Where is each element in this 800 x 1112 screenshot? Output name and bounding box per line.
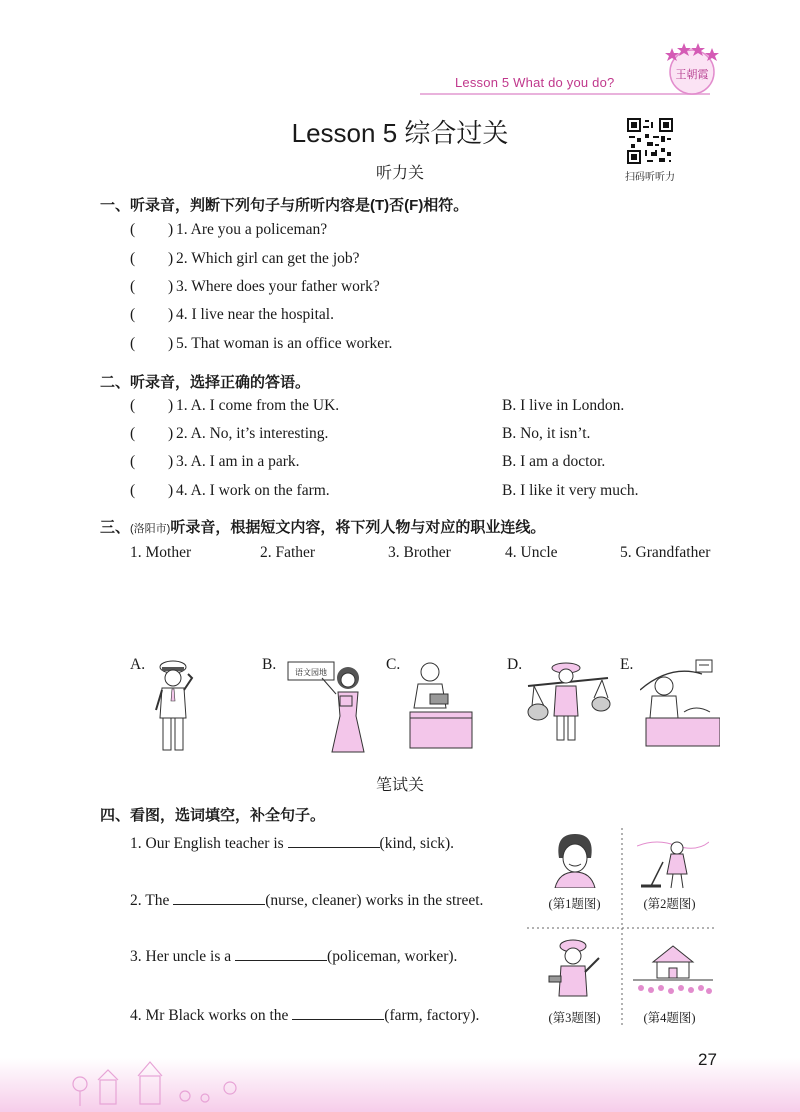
fill-sentence-3: 3. Her uncle is a (policeman, worker).: [130, 948, 458, 965]
office-worker-illustration-icon: [404, 656, 474, 756]
svg-text:语文园地: 语文园地: [295, 668, 327, 677]
fill-sentence-2: 2. The (nurse, cleaner) works in the street.: [130, 892, 484, 909]
teacher-illustration-icon: [282, 656, 372, 756]
picture-label-b: B.: [262, 656, 277, 673]
street-cleaner-icon: [637, 832, 709, 890]
footer-decoration-icon: [0, 1058, 800, 1112]
picture-label-d: D.: [507, 656, 523, 673]
policeman-illustration-icon: [148, 656, 198, 756]
list-item: ( ) 4. I live near the hospital.: [130, 306, 334, 323]
list-item: ( ) 3. Where does your father work?: [130, 278, 380, 295]
section2-heading: 二、听录音，选择正确的答语。: [100, 374, 311, 391]
list-item: ( ) 3. A. I am in a park. B. I am a doctor.: [130, 453, 606, 470]
picture-label-e: E.: [620, 656, 634, 673]
page-title: Lesson 5 综合过关: [291, 118, 509, 148]
farm-scene-icon: [633, 940, 713, 1000]
fill-sentence-1: 1. Our English teacher is (kind, sick).: [130, 835, 455, 852]
running-title: Lesson 5 What do you do?: [455, 75, 615, 90]
picture-label-a: A.: [130, 656, 146, 673]
list-item: ( ) 1. A. I come from the UK. B. I live in London.: [130, 397, 625, 414]
person-grandfather: 5. Grandfather: [620, 544, 711, 561]
section3-heading: 三、(洛阳市)听录音，根据短文内容，将下列人物与对应的职业连线。: [100, 519, 546, 536]
list-item: ( ) 2. A. No, it’s interesting. B. No, it isn’t.: [130, 425, 591, 442]
person-father: 2. Father: [260, 544, 316, 561]
person-brother: 3. Brother: [388, 544, 451, 561]
answer-blank[interactable]: [173, 890, 265, 905]
section1-heading: 一、听录音，判断下列句子与所听内容是(T)否(F)相符。: [100, 197, 469, 214]
answer-blank[interactable]: [235, 946, 327, 961]
list-item: ( ) 2. Which girl can get the job?: [130, 250, 360, 267]
answer-blank[interactable]: [288, 833, 380, 848]
caption-pic4: (第4题图): [643, 1011, 696, 1025]
person-mother: 1. Mother: [130, 544, 192, 561]
caption-pic2: (第2题图): [643, 897, 696, 911]
farmer-illustration-icon: [522, 656, 612, 756]
list-item: ( ) 1. Are you a policeman?: [130, 221, 328, 238]
svg-text:王朝霞: 王朝霞: [675, 68, 709, 81]
picture-grid: [527, 828, 717, 1028]
section4-heading: 四、看图，选词填空，补全句子。: [100, 807, 326, 824]
list-item: ( ) 4. A. I work on the farm. B. I like it very much.: [130, 482, 639, 499]
picture-label-c: C.: [386, 656, 401, 673]
answer-blank[interactable]: [292, 1005, 384, 1020]
subtitle-writing: 笔试关: [375, 777, 424, 794]
person-uncle: 4. Uncle: [505, 544, 558, 561]
subtitle-listening: 听力关: [375, 165, 424, 182]
qr-caption: 扫码听听力: [625, 172, 675, 183]
qr-code-icon[interactable]: [627, 118, 673, 164]
worker-icon: [545, 936, 605, 1000]
smiling-teacher-icon: [545, 830, 605, 888]
brand-badge-icon: [660, 38, 724, 98]
caption-pic1: (第1题图): [548, 897, 601, 911]
cook-illustration-icon: [640, 656, 720, 748]
page-number: 27: [698, 1050, 717, 1069]
fill-sentence-4: 4. Mr Black works on the (farm, factory).: [130, 1007, 480, 1024]
caption-pic3: (第3题图): [548, 1011, 601, 1025]
list-item: ( ) 5. That woman is an office worker.: [130, 335, 393, 352]
